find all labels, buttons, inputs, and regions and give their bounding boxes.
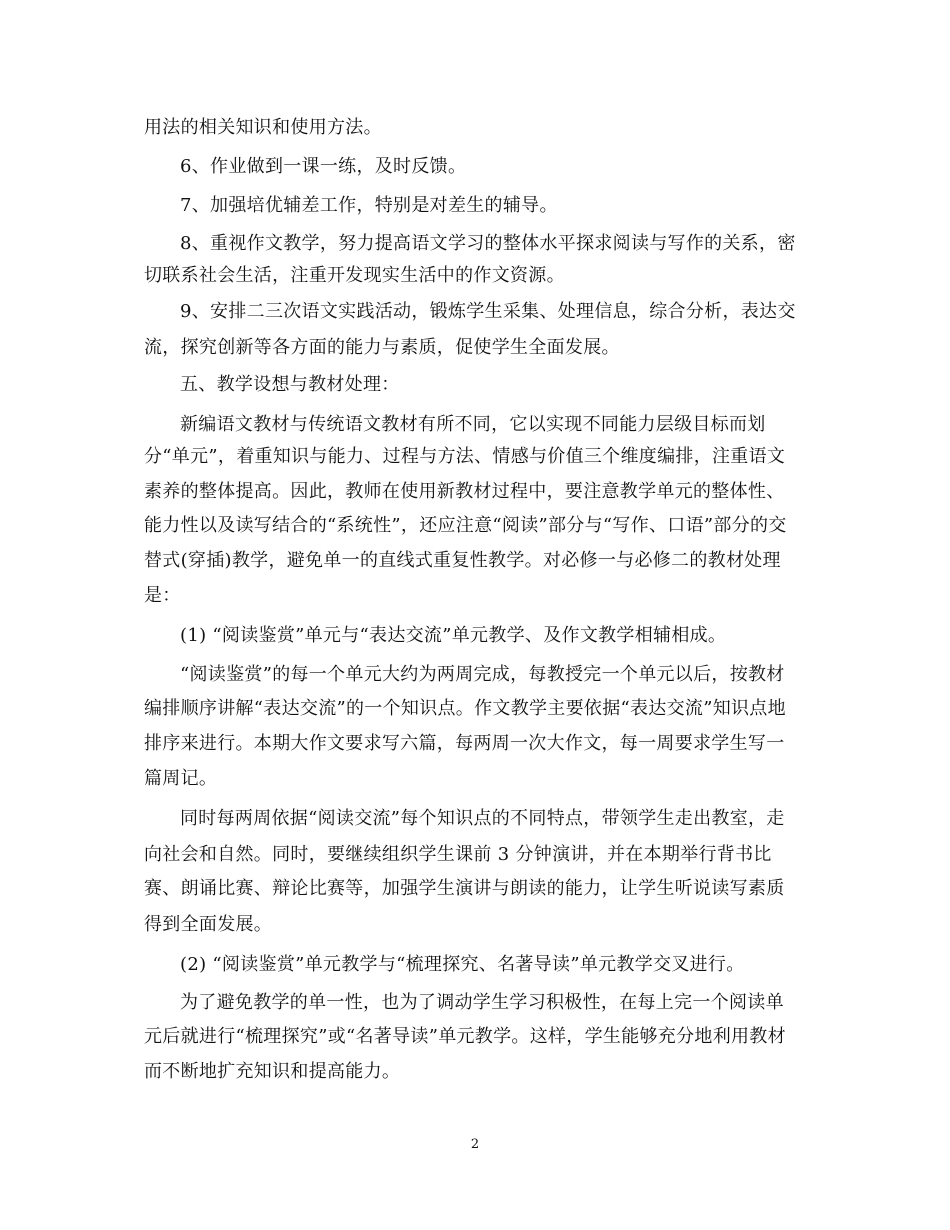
text-line: 素养的整体提高。因此，教师在使用新教材过程中，要注意教学单元的整体性、 xyxy=(144,481,785,502)
text-line: 切联系社会生活，注重开发现实生活中的作文资源。 xyxy=(144,265,565,286)
text-line: 用法的相关知识和使用方法。 xyxy=(144,117,382,138)
text-line: 流，探究创新等各方面的能力与素质，促使学生全面发展。 xyxy=(144,337,620,358)
text-line: 是： xyxy=(144,585,181,606)
text-line: 而不断地扩充知识和提高能力。 xyxy=(144,1061,401,1082)
text-line: 分“单元”，着重知识与能力、过程与方法、情感与价值三个维度编排，注重语文 xyxy=(144,446,786,467)
text-line: 8、重视作文教学，努力提高语文学习的整体水平探求阅读与写作的关系，密 xyxy=(180,233,796,254)
text-line: 赛、朗诵比赛、辩论比赛等，加强学生演讲与朗读的能力，让学生听说读写素质 xyxy=(144,878,785,899)
text-line: 编排顺序讲解“表达交流”的一个知识点。作文教学主要依据“表达交流”知识点地 xyxy=(144,698,786,719)
text-line: 新编语文教材与传统语文教材有所不同，它以实现不同能力层级目标而划 xyxy=(180,414,766,435)
text-line: 元后就进行“梳理探究”或“名著导读”单元教学。这样，学生能够充分地利用教材 xyxy=(144,1026,786,1047)
text-line: 为了避免教学的单一性，也为了调动学生学习积极性，在每上完一个阅读单 xyxy=(180,992,784,1013)
text-line: 五、教学设想与教材处理： xyxy=(180,374,400,395)
text-line: 6、作业做到一课一练，及时反馈。 xyxy=(180,156,467,177)
text-line: 同时每两周依据“阅读交流”每个知识点的不同特点，带领学生走出教室，走 xyxy=(180,808,785,829)
text-line: 得到全面发展。 xyxy=(144,914,273,935)
text-line: 篇周记。 xyxy=(144,768,218,789)
text-line: (2) “阅读鉴赏”单元教学与“梳理探究、名著导读”单元教学交叉进行。 xyxy=(180,954,745,975)
text-line: 7、加强培优辅差工作，特别是对差生的辅导。 xyxy=(180,195,558,216)
text-line: 能力性以及读写结合的“系统性”，还应注意“阅读”部分与“写作、口语”部分的交 xyxy=(144,515,787,536)
text-line: (1) “阅读鉴赏”单元与“表达交流”单元教学、及作文教学相辅相成。 xyxy=(180,625,727,646)
text-line: 9、安排二三次语文实践活动，锻炼学生采集、处理信息，综合分析，表达交 xyxy=(180,301,796,322)
text-line: 向社会和自然。同时，要继续组织学生课前 3 分钟演讲，并在本期举行背书比 xyxy=(144,844,772,865)
text-line: 替式(穿插)教学，避免单一的直线式重复性教学。对必修一与必修二的教材处理 xyxy=(144,550,781,571)
text-line: 排序来进行。本期大作文要求写六篇，每两周一次大作文，每一周要求学生写一 xyxy=(144,733,785,754)
text-line: “阅读鉴赏”的每一个单元大约为两周完成，每教授完一个单元以后，按教材 xyxy=(180,664,785,685)
page-number: 2 xyxy=(470,1137,480,1152)
